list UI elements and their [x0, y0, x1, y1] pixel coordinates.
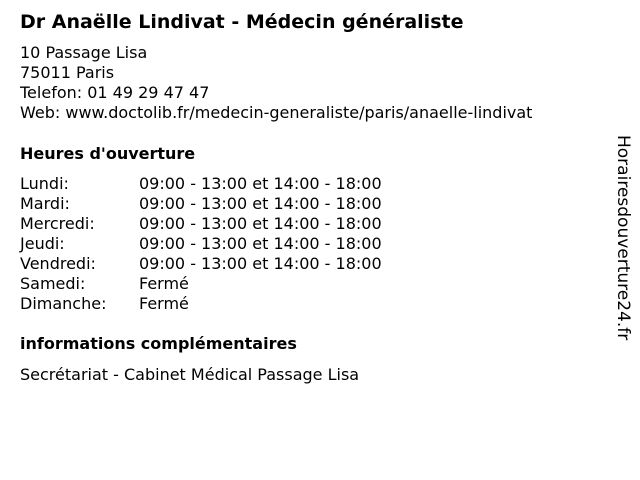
address-street: 10 Passage Lisa: [20, 43, 148, 62]
day-label: Samedi:: [20, 274, 86, 293]
hours-value: 09:00 - 13:00 et 14:00 - 18:00: [139, 214, 382, 233]
day-label: Dimanche:: [20, 294, 107, 313]
site-name-vertical: Horairesdouverture24.fr: [613, 135, 633, 341]
contact-block: [20, 43, 532, 123]
website-line: Web: www.doctolib.fr/medecin-generaliste/paris/anaelle-lindivat: [20, 103, 533, 122]
hours-value: 09:00 - 13:00 et 14:00 - 18:00: [139, 254, 382, 273]
day-label: Lundi:: [20, 174, 69, 193]
hours-value: 09:00 - 13:00 et 14:00 - 18:00: [139, 234, 382, 253]
day-label: Vendredi:: [20, 254, 96, 273]
day-label: Jeudi:: [20, 234, 65, 253]
hours-value: Fermé: [139, 294, 189, 313]
site-watermark: [612, 135, 634, 371]
address-city: 75011 Paris: [20, 63, 115, 82]
additional-info-heading: informations complémentaires: [20, 334, 297, 353]
hours-value: Fermé: [139, 274, 189, 293]
day-label: Mercredi:: [20, 214, 95, 233]
hours-value: 09:00 - 13:00 et 14:00 - 18:00: [139, 194, 382, 213]
phone-number: Telefon: 01 49 29 47 47: [20, 83, 210, 102]
day-label: Mardi:: [20, 194, 70, 213]
page-title: Dr Anaëlle Lindivat - Médecin généraliste: [20, 11, 464, 33]
opening-hours-heading: Heures d'ouverture: [20, 144, 196, 163]
hours-value: 09:00 - 13:00 et 14:00 - 18:00: [139, 174, 382, 193]
additional-info-text: Secrétariat - Cabinet Médical Passage Lisa: [20, 365, 360, 384]
